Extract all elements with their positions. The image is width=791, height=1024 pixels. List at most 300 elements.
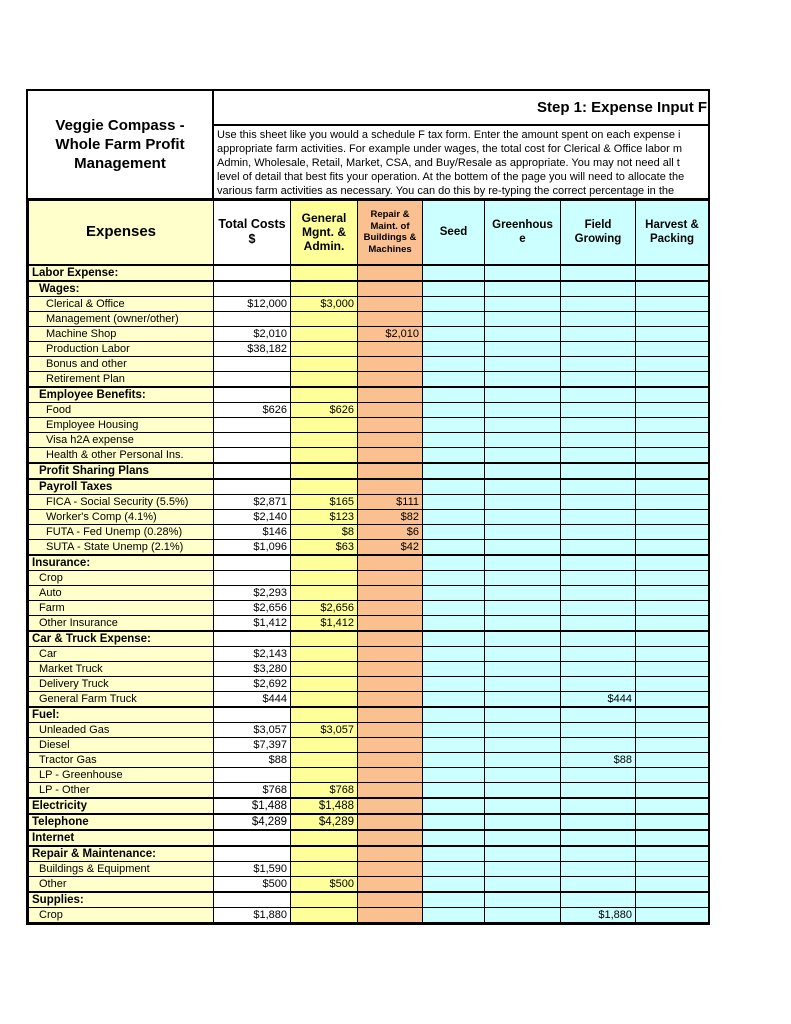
- general-mgnt-value-cell: [291, 907, 358, 922]
- general-mgnt-value-cell: [291, 281, 358, 297]
- expense-row: [29, 371, 709, 387]
- seed-value-cell: [423, 371, 485, 387]
- seed-value-cell: [423, 509, 485, 524]
- total-costs-value-cell: $768: [214, 782, 291, 798]
- expense-label-cell: Retirement Plan: [29, 371, 214, 387]
- column-header-line: Field: [584, 219, 612, 232]
- column-header-expenses: [29, 201, 214, 265]
- harvest-packing-value-cell: [636, 326, 709, 341]
- general-mgnt-value-cell: [291, 691, 358, 707]
- total-costs-value-cell: $2,010: [214, 326, 291, 341]
- field-growing-value-cell: [561, 846, 636, 862]
- field-growing-value-cell: [561, 631, 636, 647]
- field-growing-value-cell: [561, 814, 636, 830]
- workbook-title-line: Whole Farm Profit: [55, 136, 185, 153]
- general-mgnt-value-cell: [291, 432, 358, 447]
- harvest-packing-value-cell: [636, 737, 709, 752]
- repair-maint-value-cell: $6: [358, 524, 423, 539]
- expense-label-cell: Crop: [29, 570, 214, 585]
- field-growing-value-cell: [561, 447, 636, 463]
- repair-maint-value-cell: [358, 767, 423, 782]
- total-costs-value-cell: $500: [214, 876, 291, 892]
- expense-label-cell: General Farm Truck: [29, 691, 214, 707]
- greenhouse-value-cell: [485, 907, 561, 922]
- expense-label-cell: Employee Housing: [29, 417, 214, 432]
- expense-table: [28, 200, 709, 923]
- total-costs-value-cell: [214, 631, 291, 647]
- expense-label-cell: Insurance:: [29, 555, 214, 571]
- column-header-line: Repair &: [370, 209, 410, 221]
- expense-row: [29, 661, 709, 676]
- repair-maint-value-cell: [358, 646, 423, 661]
- harvest-packing-value-cell: [636, 281, 709, 297]
- harvest-packing-value-cell: [636, 830, 709, 846]
- greenhouse-value-cell: [485, 509, 561, 524]
- general-mgnt-value-cell: $63: [291, 539, 358, 555]
- greenhouse-value-cell: [485, 539, 561, 555]
- total-costs-value-cell: $4,289: [214, 814, 291, 830]
- total-costs-value-cell: [214, 281, 291, 297]
- field-growing-value-cell: [561, 722, 636, 737]
- seed-value-cell: [423, 341, 485, 356]
- field-growing-value-cell: [561, 555, 636, 571]
- repair-maint-value-cell: [358, 782, 423, 798]
- column-header-line: $: [248, 232, 256, 247]
- expense-label-cell: Car: [29, 646, 214, 661]
- harvest-packing-value-cell: [636, 798, 709, 814]
- expense-label-cell: Car & Truck Expense:: [29, 631, 214, 647]
- harvest-packing-value-cell: [636, 676, 709, 691]
- harvest-packing-value-cell: [636, 296, 709, 311]
- seed-value-cell: [423, 676, 485, 691]
- repair-maint-value-cell: [358, 861, 423, 876]
- total-costs-value-cell: $2,871: [214, 494, 291, 509]
- column-header-line: Mgnt. &: [302, 225, 346, 240]
- repair-maint-value-cell: [358, 585, 423, 600]
- column-header-line: Packing: [649, 233, 695, 246]
- instruction-line: appropriate farm activities. For example under wages, the total cost for Clerical & Office labor m: [217, 143, 683, 155]
- seed-value-cell: [423, 570, 485, 585]
- repair-maint-value-cell: $42: [358, 539, 423, 555]
- expense-label-cell: Repair & Maintenance:: [29, 846, 214, 862]
- field-growing-value-cell: [561, 479, 636, 495]
- column-header-line: e: [519, 233, 526, 246]
- column-header-line: Harvest &: [645, 219, 699, 232]
- total-costs-value-cell: $7,397: [214, 737, 291, 752]
- general-mgnt-value-cell: $8: [291, 524, 358, 539]
- greenhouse-value-cell: [485, 707, 561, 723]
- expense-label-cell: Delivery Truck: [29, 676, 214, 691]
- field-growing-value-cell: [561, 676, 636, 691]
- expense-label-cell: Fuel:: [29, 707, 214, 723]
- expense-label-cell: Clerical & Office: [29, 296, 214, 311]
- harvest-packing-value-cell: [636, 600, 709, 615]
- greenhouse-value-cell: [485, 417, 561, 432]
- expense-label-cell: Visa h2A expense: [29, 432, 214, 447]
- general-mgnt-value-cell: $3,000: [291, 296, 358, 311]
- expense-row: [29, 722, 709, 737]
- general-mgnt-value-cell: [291, 767, 358, 782]
- expense-label-cell: Unleaded Gas: [29, 722, 214, 737]
- general-mgnt-value-cell: [291, 631, 358, 647]
- greenhouse-value-cell: [485, 265, 561, 281]
- expense-row: [29, 646, 709, 661]
- field-growing-value-cell: [561, 524, 636, 539]
- seed-value-cell: [423, 631, 485, 647]
- seed-value-cell: [423, 281, 485, 297]
- expense-row: [29, 432, 709, 447]
- general-mgnt-value-cell: [291, 676, 358, 691]
- expense-label-cell: LP - Other: [29, 782, 214, 798]
- greenhouse-value-cell: [485, 691, 561, 707]
- seed-value-cell: [423, 846, 485, 862]
- harvest-packing-value-cell: [636, 265, 709, 281]
- seed-value-cell: [423, 737, 485, 752]
- expense-row: [29, 539, 709, 555]
- field-growing-value-cell: [561, 265, 636, 281]
- seed-value-cell: [423, 417, 485, 432]
- expense-label-cell: Payroll Taxes: [29, 479, 214, 495]
- expense-row: [29, 907, 709, 922]
- total-costs-value-cell: $38,182: [214, 341, 291, 356]
- column-header-seed: [423, 201, 485, 265]
- greenhouse-value-cell: [485, 371, 561, 387]
- expense-row: [29, 752, 709, 767]
- field-growing-value-cell: [561, 570, 636, 585]
- general-mgnt-value-cell: [291, 356, 358, 371]
- field-growing-value-cell: [561, 661, 636, 676]
- repair-maint-value-cell: [358, 341, 423, 356]
- expense-row: [29, 585, 709, 600]
- greenhouse-value-cell: [485, 356, 561, 371]
- repair-maint-value-cell: [358, 402, 423, 417]
- total-costs-value-cell: [214, 463, 291, 479]
- field-growing-value-cell: [561, 356, 636, 371]
- seed-value-cell: [423, 479, 485, 495]
- repair-maint-value-cell: [358, 281, 423, 297]
- column-header-general-mgnt: [291, 201, 358, 265]
- total-costs-value-cell: $1,488: [214, 798, 291, 814]
- harvest-packing-value-cell: [636, 752, 709, 767]
- harvest-packing-value-cell: [636, 539, 709, 555]
- greenhouse-value-cell: [485, 387, 561, 403]
- greenhouse-value-cell: [485, 631, 561, 647]
- greenhouse-value-cell: [485, 311, 561, 326]
- general-mgnt-value-cell: [291, 387, 358, 403]
- general-mgnt-value-cell: $123: [291, 509, 358, 524]
- expense-label-cell: Bonus and other: [29, 356, 214, 371]
- general-mgnt-value-cell: [291, 555, 358, 571]
- expense-label-cell: Other: [29, 876, 214, 892]
- field-growing-value-cell: [561, 892, 636, 908]
- column-header-line: General: [301, 211, 347, 226]
- general-mgnt-value-cell: [291, 846, 358, 862]
- total-costs-value-cell: [214, 479, 291, 495]
- greenhouse-value-cell: [485, 432, 561, 447]
- greenhouse-value-cell: [485, 798, 561, 814]
- seed-value-cell: [423, 646, 485, 661]
- expense-row: [29, 417, 709, 432]
- seed-value-cell: [423, 722, 485, 737]
- total-costs-value-cell: [214, 767, 291, 782]
- repair-maint-value-cell: [358, 356, 423, 371]
- total-costs-value-cell: [214, 311, 291, 326]
- field-growing-value-cell: [561, 600, 636, 615]
- expense-label-cell: Worker's Comp (4.1%): [29, 509, 214, 524]
- field-growing-value-cell: $1,880: [561, 907, 636, 922]
- expense-label-cell: Diesel: [29, 737, 214, 752]
- field-growing-value-cell: [561, 615, 636, 631]
- harvest-packing-value-cell: [636, 524, 709, 539]
- field-growing-value-cell: [561, 371, 636, 387]
- field-growing-value-cell: [561, 326, 636, 341]
- greenhouse-value-cell: [485, 661, 561, 676]
- greenhouse-value-cell: [485, 463, 561, 479]
- column-header-line: Greenhous: [492, 219, 553, 232]
- general-mgnt-value-cell: $1,412: [291, 615, 358, 631]
- seed-value-cell: [423, 691, 485, 707]
- repair-maint-value-cell: [358, 737, 423, 752]
- field-growing-value-cell: [561, 296, 636, 311]
- expense-label-cell: LP - Greenhouse: [29, 767, 214, 782]
- total-costs-value-cell: $444: [214, 691, 291, 707]
- harvest-packing-value-cell: [636, 402, 709, 417]
- greenhouse-value-cell: [485, 494, 561, 509]
- harvest-packing-value-cell: [636, 432, 709, 447]
- expense-label-cell: Employee Benefits:: [29, 387, 214, 403]
- seed-value-cell: [423, 585, 485, 600]
- total-costs-value-cell: [214, 417, 291, 432]
- field-growing-value-cell: [561, 341, 636, 356]
- seed-value-cell: [423, 782, 485, 798]
- harvest-packing-value-cell: [636, 907, 709, 922]
- expense-label-cell: Auto: [29, 585, 214, 600]
- expense-row: [29, 798, 709, 814]
- total-costs-value-cell: [214, 371, 291, 387]
- expense-label-cell: Electricity: [29, 798, 214, 814]
- total-costs-value-cell: $3,057: [214, 722, 291, 737]
- expense-label-cell: Profit Sharing Plans: [29, 463, 214, 479]
- expense-label-cell: FUTA - Fed Unemp (0.28%): [29, 524, 214, 539]
- repair-maint-value-cell: [358, 463, 423, 479]
- general-mgnt-value-cell: [291, 463, 358, 479]
- expense-row: [29, 524, 709, 539]
- harvest-packing-value-cell: [636, 646, 709, 661]
- general-mgnt-value-cell: [291, 737, 358, 752]
- seed-value-cell: [423, 752, 485, 767]
- harvest-packing-value-cell: [636, 570, 709, 585]
- instruction-line: Use this sheet like you would a schedule F tax form. Enter the amount spent on each expense i: [217, 129, 681, 141]
- field-growing-value-cell: [561, 387, 636, 403]
- total-costs-value-cell: [214, 356, 291, 371]
- column-header-line: Maint. of: [370, 220, 410, 232]
- repair-maint-value-cell: [358, 615, 423, 631]
- greenhouse-value-cell: [485, 782, 561, 798]
- expense-row: [29, 509, 709, 524]
- harvest-packing-value-cell: [636, 479, 709, 495]
- seed-value-cell: [423, 555, 485, 571]
- total-costs-value-cell: [214, 892, 291, 908]
- field-growing-value-cell: [561, 402, 636, 417]
- harvest-packing-value-cell: [636, 631, 709, 647]
- column-header-line: Admin.: [303, 239, 345, 254]
- field-growing-value-cell: [561, 417, 636, 432]
- expense-row: [29, 707, 709, 723]
- repair-maint-value-cell: [358, 798, 423, 814]
- repair-maint-value-cell: [358, 722, 423, 737]
- harvest-packing-value-cell: [636, 463, 709, 479]
- general-mgnt-value-cell: [291, 830, 358, 846]
- column-header-field-growing: [561, 201, 636, 265]
- greenhouse-value-cell: [485, 861, 561, 876]
- seed-value-cell: [423, 432, 485, 447]
- seed-value-cell: [423, 402, 485, 417]
- harvest-packing-value-cell: [636, 722, 709, 737]
- seed-value-cell: [423, 767, 485, 782]
- greenhouse-value-cell: [485, 479, 561, 495]
- column-header-row: [29, 201, 709, 265]
- total-costs-value-cell: [214, 432, 291, 447]
- seed-value-cell: [423, 707, 485, 723]
- repair-maint-value-cell: [358, 846, 423, 862]
- expense-row: [29, 830, 709, 846]
- greenhouse-value-cell: [485, 585, 561, 600]
- expense-row: [29, 296, 709, 311]
- seed-value-cell: [423, 356, 485, 371]
- expense-label-cell: Production Labor: [29, 341, 214, 356]
- repair-maint-value-cell: [358, 631, 423, 647]
- greenhouse-value-cell: [485, 737, 561, 752]
- general-mgnt-value-cell: [291, 861, 358, 876]
- total-costs-value-cell: [214, 555, 291, 571]
- seed-value-cell: [423, 311, 485, 326]
- field-growing-value-cell: [561, 876, 636, 892]
- total-costs-value-cell: $1,880: [214, 907, 291, 922]
- total-costs-value-cell: [214, 447, 291, 463]
- field-growing-value-cell: $88: [561, 752, 636, 767]
- general-mgnt-value-cell: [291, 646, 358, 661]
- field-growing-value-cell: [561, 509, 636, 524]
- expense-row: [29, 447, 709, 463]
- workbook-title-line: Management: [74, 155, 166, 172]
- column-header-line: Buildings &: [363, 232, 417, 244]
- expense-label-cell: Market Truck: [29, 661, 214, 676]
- general-mgnt-value-cell: [291, 371, 358, 387]
- harvest-packing-value-cell: [636, 494, 709, 509]
- general-mgnt-value-cell: [291, 892, 358, 908]
- expense-row: [29, 494, 709, 509]
- greenhouse-value-cell: [485, 676, 561, 691]
- harvest-packing-value-cell: [636, 876, 709, 892]
- total-costs-value-cell: $2,293: [214, 585, 291, 600]
- general-mgnt-value-cell: [291, 311, 358, 326]
- harvest-packing-value-cell: [636, 371, 709, 387]
- instructions-block: [214, 126, 708, 198]
- expense-label-cell: FICA - Social Security (5.5%): [29, 494, 214, 509]
- repair-maint-value-cell: [358, 432, 423, 447]
- expense-row: [29, 265, 709, 281]
- seed-value-cell: [423, 876, 485, 892]
- greenhouse-value-cell: [485, 615, 561, 631]
- greenhouse-value-cell: [485, 752, 561, 767]
- repair-maint-value-cell: [358, 600, 423, 615]
- general-mgnt-value-cell: [291, 661, 358, 676]
- total-costs-value-cell: [214, 707, 291, 723]
- field-growing-value-cell: [561, 646, 636, 661]
- greenhouse-value-cell: [485, 846, 561, 862]
- total-costs-value-cell: $2,143: [214, 646, 291, 661]
- greenhouse-value-cell: [485, 767, 561, 782]
- repair-maint-value-cell: [358, 676, 423, 691]
- field-growing-value-cell: $444: [561, 691, 636, 707]
- expense-row: [29, 631, 709, 647]
- expense-row: [29, 311, 709, 326]
- total-costs-value-cell: $146: [214, 524, 291, 539]
- seed-value-cell: [423, 326, 485, 341]
- greenhouse-value-cell: [485, 296, 561, 311]
- expense-row: [29, 479, 709, 495]
- general-mgnt-value-cell: $500: [291, 876, 358, 892]
- greenhouse-value-cell: [485, 722, 561, 737]
- column-header-repair-maint: [358, 201, 423, 265]
- column-header-greenhouse: [485, 201, 561, 265]
- repair-maint-value-cell: [358, 752, 423, 767]
- greenhouse-value-cell: [485, 524, 561, 539]
- expense-row: [29, 402, 709, 417]
- seed-value-cell: [423, 615, 485, 631]
- field-growing-value-cell: [561, 463, 636, 479]
- greenhouse-value-cell: [485, 402, 561, 417]
- repair-maint-value-cell: $111: [358, 494, 423, 509]
- harvest-packing-value-cell: [636, 707, 709, 723]
- expense-row: [29, 892, 709, 908]
- field-growing-value-cell: [561, 830, 636, 846]
- expense-label-cell: Food: [29, 402, 214, 417]
- column-header-line: Expenses: [85, 223, 157, 241]
- greenhouse-value-cell: [485, 892, 561, 908]
- expense-row: [29, 767, 709, 782]
- seed-value-cell: [423, 524, 485, 539]
- repair-maint-value-cell: [358, 387, 423, 403]
- field-growing-value-cell: [561, 767, 636, 782]
- total-costs-value-cell: [214, 570, 291, 585]
- repair-maint-value-cell: [358, 479, 423, 495]
- step-banner: [214, 91, 708, 126]
- general-mgnt-value-cell: $165: [291, 494, 358, 509]
- column-header-line: Machines: [368, 243, 412, 255]
- workbook-title-line: Veggie Compass -: [55, 117, 185, 134]
- repair-maint-value-cell: [358, 691, 423, 707]
- total-costs-value-cell: [214, 846, 291, 862]
- greenhouse-value-cell: [485, 341, 561, 356]
- harvest-packing-value-cell: [636, 417, 709, 432]
- expense-row: [29, 570, 709, 585]
- total-costs-value-cell: $2,656: [214, 600, 291, 615]
- expense-row: [29, 782, 709, 798]
- expense-label-cell: Supplies:: [29, 892, 214, 908]
- expense-label-cell: Management (owner/other): [29, 311, 214, 326]
- repair-maint-value-cell: [358, 814, 423, 830]
- expense-row: [29, 463, 709, 479]
- step-banner-title: Step 1: Expense Input F: [537, 99, 708, 116]
- total-costs-value-cell: [214, 265, 291, 281]
- greenhouse-value-cell: [485, 447, 561, 463]
- harvest-packing-value-cell: [636, 846, 709, 862]
- greenhouse-value-cell: [485, 830, 561, 846]
- expense-row: [29, 846, 709, 862]
- total-costs-value-cell: $3,280: [214, 661, 291, 676]
- harvest-packing-value-cell: [636, 615, 709, 631]
